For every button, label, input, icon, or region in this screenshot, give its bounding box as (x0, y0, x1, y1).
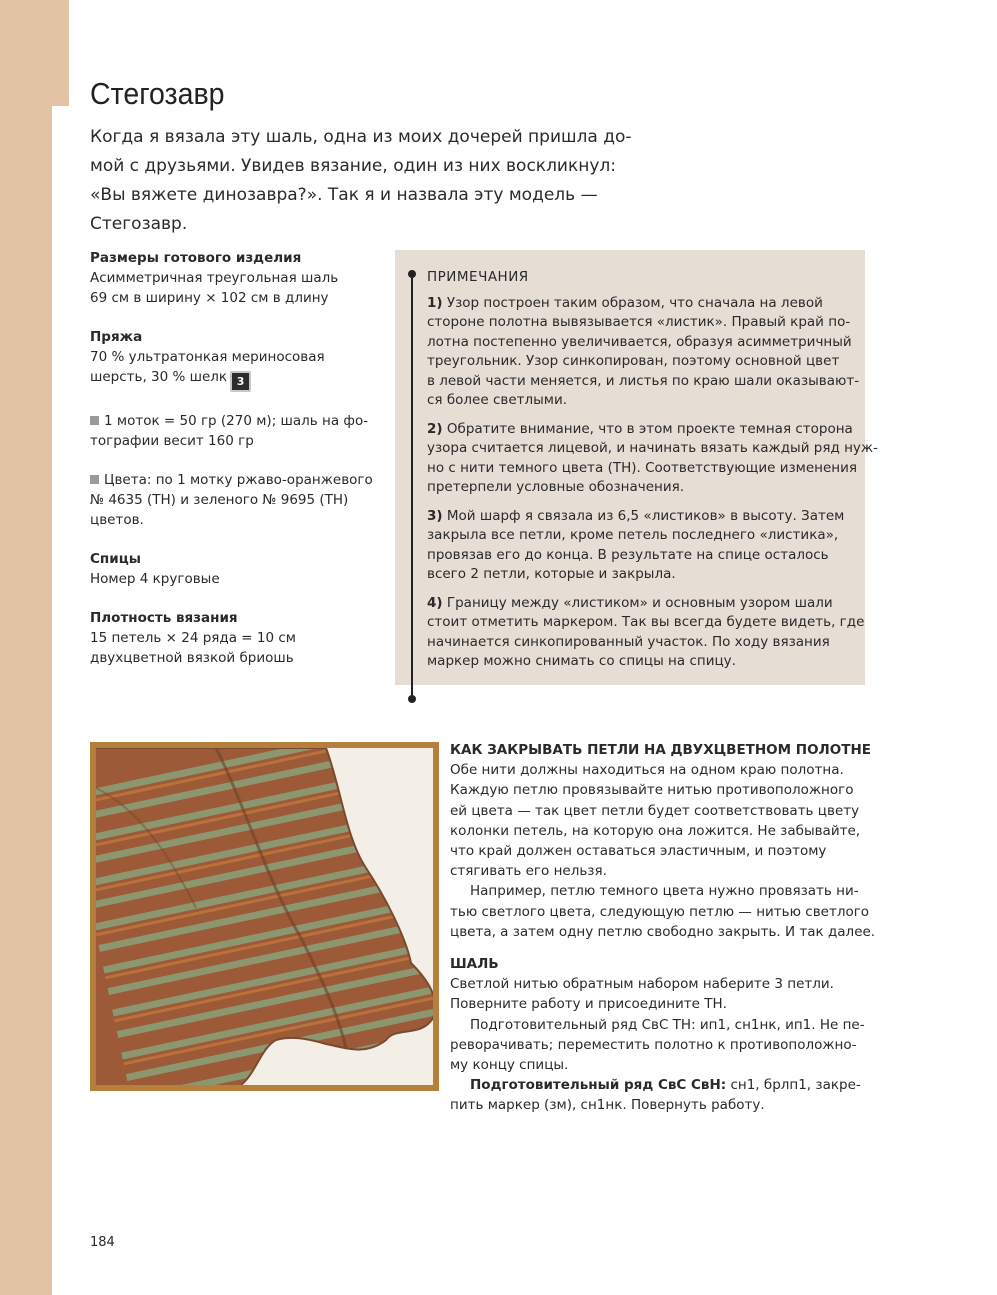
spec-line: тографии весит 160 гр (90, 433, 254, 449)
page-number: 184 (90, 1235, 115, 1250)
note-line: лотна постепенно увеличивается, образуя асимметричный (427, 333, 852, 350)
note-line: стороне полотна вывязывается «листик». Правый край по- (427, 314, 851, 330)
note-item (427, 507, 857, 585)
row-label: Подготовительный ряд СвС СвН: (470, 1077, 727, 1094)
note-line: в левой части меняется, и листья по краю шали оказывают- (427, 372, 860, 389)
intro-line: «Вы вяжете динозавра?». Так я и назвала эту модель — (90, 185, 598, 205)
note-line: провязав его до конца. В результате на спице осталось (427, 546, 829, 563)
spec-needles-heading: Спицы (90, 551, 141, 567)
note-item (427, 594, 865, 672)
shawl-photo (90, 742, 439, 1091)
note-line: начинается синкопированный участок. По ходу вязания (427, 633, 830, 650)
note-line: но с нити темного цвета (ТН). Соответствующие изменения (427, 459, 858, 476)
note-line: всего 2 петли, которые и закрыла. (427, 566, 676, 582)
note-line: закрыла все петли, кроме петель последнего «листика», (427, 527, 839, 543)
spec-line (90, 411, 390, 431)
note-item (427, 294, 860, 411)
text-line: реворачивать; переместить полотно к противоположно- (450, 1036, 857, 1053)
spec-yarn (90, 327, 390, 392)
spec-yarn-colors (90, 470, 390, 530)
spec-line: 69 см в ширину × 102 см в длину (90, 290, 329, 306)
spec-line: № 4635 (ТН) и зеленого № 9695 (ТН) (90, 492, 349, 508)
note-line (427, 294, 857, 314)
text-line: Например, петлю темного цвета нужно провязать ни- (470, 883, 859, 900)
note-line: претерпели условные обозначения. (427, 479, 685, 495)
note-number: 1) (427, 294, 443, 311)
text-line: Каждую петлю провязывайте нитью противоположного (450, 782, 854, 799)
shawl-heading: ШАЛЬ (450, 956, 499, 973)
note-line: ся более светлыми. (427, 392, 568, 408)
note-number: 2) (427, 420, 443, 437)
intro-paragraph (90, 123, 632, 239)
spec-line-text: Цвета: по 1 мотку ржаво-оранжевого (104, 472, 373, 488)
instructions-column (450, 740, 876, 1116)
note-line (427, 420, 857, 440)
text-line: Подготовительный ряд СвС ТН: ип1, сн1нк, ип1. Не пе- (470, 1016, 865, 1033)
text-line: Обе нити должны находиться на одном краю полотна. (450, 762, 844, 779)
note-line: стоит отметить маркером. Так вы всегда будете видеть, где (427, 614, 865, 630)
square-bullet-icon (90, 416, 99, 425)
intro-line: Стегозавр. (90, 214, 188, 234)
note-text: Обратите внимание, что в этом проекте темная сторона (442, 420, 853, 437)
yarn-weight-icon: 3 (230, 371, 251, 392)
spec-yarn-heading: Пряжа (90, 329, 143, 345)
spec-size-heading: Размеры готового изделия (90, 250, 302, 266)
spec-line (90, 470, 390, 490)
text-line: что край должен оставаться эластичным, и поэтому (450, 843, 827, 860)
spec-needles (90, 549, 390, 589)
knitted-shawl-illustration (96, 748, 433, 1085)
title-tab-marker (52, 0, 69, 106)
spec-line: 15 петель × 24 ряда = 10 см (90, 630, 296, 646)
spec-gauge-heading: Плотность вязания (90, 610, 238, 626)
note-number: 3) (427, 507, 443, 524)
side-color-strip (0, 0, 52, 1295)
note-item (427, 420, 878, 498)
spec-line: Асимметричная треугольная шаль (90, 270, 339, 286)
spec-line-text: 1 моток = 50 гр (270 м); шаль на фо- (104, 413, 369, 429)
text-span: сн1, брлп1, закре- (726, 1077, 861, 1094)
note-text: Узор построен таким образом, что сначала на левой (442, 294, 823, 311)
notes-vertical-rule (411, 272, 413, 700)
spacer (450, 942, 860, 954)
note-text: Границу между «листиком» и основным узором шали (442, 594, 833, 611)
page-title: Стегозавр (90, 76, 225, 111)
notes-rule-dot-top (408, 270, 416, 278)
spec-line: цветов. (90, 512, 144, 528)
notes-content (427, 268, 878, 681)
note-line: маркер можно снимать со спицы на спицу. (427, 653, 736, 669)
note-line (427, 507, 857, 527)
intro-line: Когда я вязала эту шаль, одна из моих дочерей пришла до- (90, 127, 632, 147)
text-line: Светлой нитью обратным набором наберите 3 петли. (450, 976, 834, 993)
intro-line: мой с друзьями. Увидев вязание, один из них воскликнул: (90, 156, 617, 176)
text-line: му концу спицы. (450, 1057, 569, 1074)
note-number: 4) (427, 594, 443, 611)
note-line: треугольник. Узор синкопирован, поэтому основной цвет (427, 353, 840, 369)
bind-off-heading: КАК ЗАКРЫВАТЬ ПЕТЛИ НА ДВУХЦВЕТНОМ ПОЛОТНЕ (450, 742, 871, 758)
text-line: тью светлого цвета, следующую петлю — нитью светлого (450, 903, 870, 920)
spec-line (90, 367, 390, 392)
notes-rule-dot-bottom (408, 695, 416, 703)
text-line: колонки петель, на которую она ложится. Не забывайте, (450, 822, 861, 839)
square-bullet-icon (90, 475, 99, 484)
notes-title: ПРИМЕЧАНИЯ (427, 269, 529, 285)
note-text: Мой шарф я связала из 6,5 «листиков» в высоту. Затем (442, 507, 845, 524)
note-line: узора считается лицевой, и начинать вязать каждый ряд нуж- (427, 440, 878, 456)
text-line: пить маркер (зм), сн1нк. Повернуть работу. (450, 1097, 765, 1114)
spec-yarn-amount (90, 411, 390, 451)
spec-line: Номер 4 круговые (90, 571, 220, 587)
spec-gauge (90, 608, 390, 668)
text-line: стягивать его нельзя. (450, 863, 607, 880)
spec-line-text: шерсть, 30 % шелк (90, 369, 228, 385)
specs-column (90, 248, 390, 687)
spec-line: двухцветной вязкой бриошь (90, 650, 294, 666)
spec-line: 70 % ультратонкая мериносовая (90, 349, 325, 365)
text-line (450, 1075, 860, 1095)
text-line: Поверните работу и присоедините ТН. (450, 996, 727, 1013)
note-line (427, 594, 857, 614)
text-line: ей цвета — так цвет петли будет соответствовать цвету (450, 802, 860, 819)
text-line: цвета, а затем одну петлю свободно закрыть. И так далее. (450, 923, 876, 940)
spec-size (90, 248, 390, 308)
